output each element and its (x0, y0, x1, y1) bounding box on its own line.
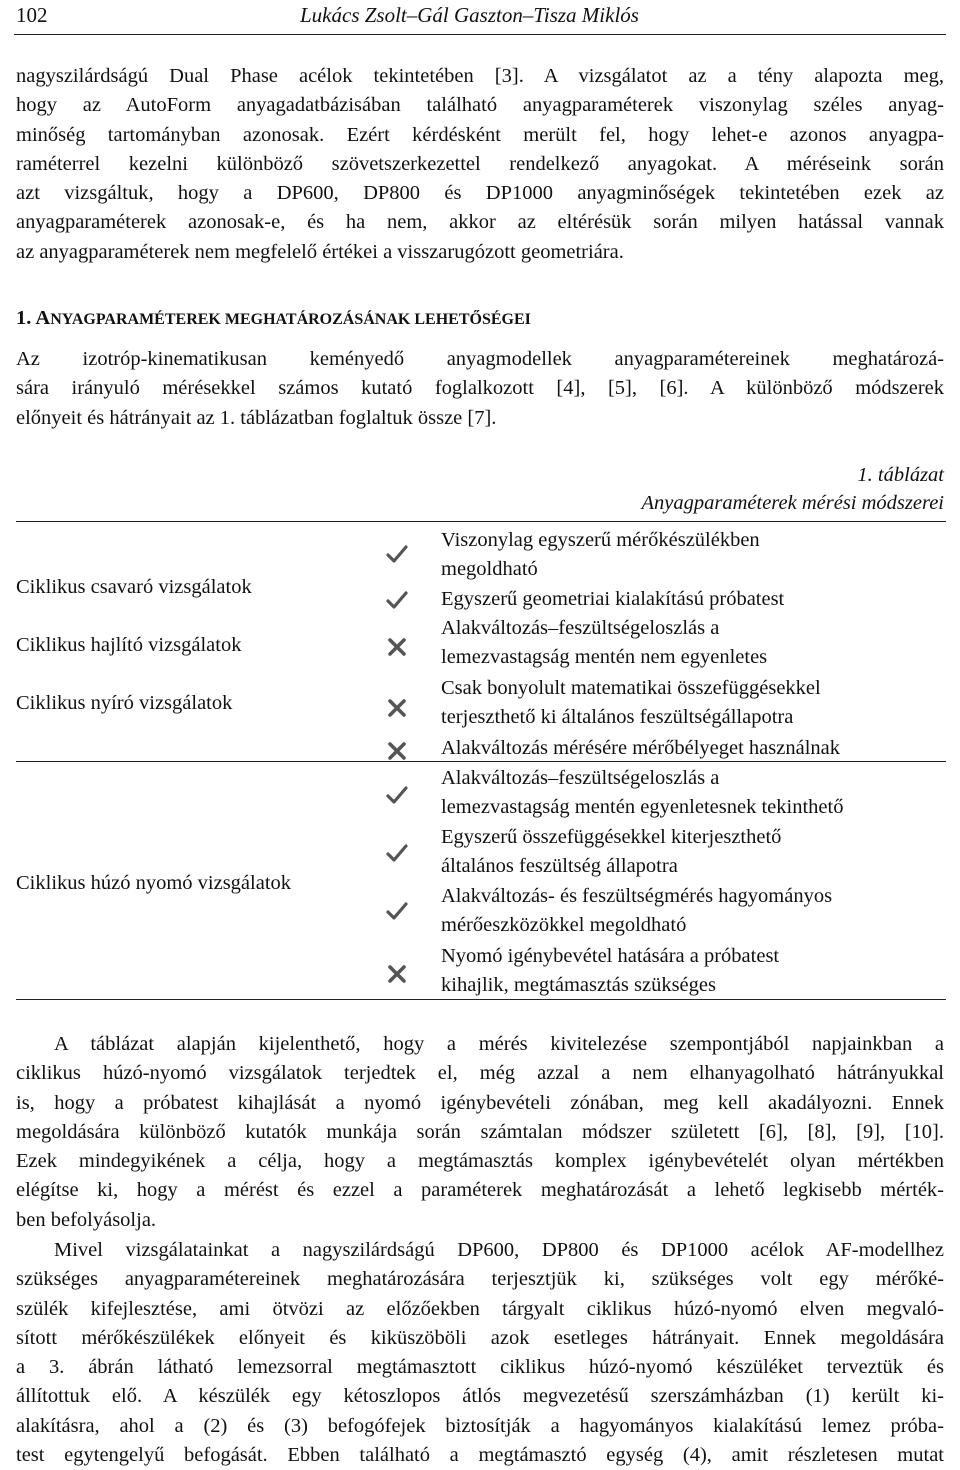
check-icon (386, 543, 408, 565)
device-paragraph (16, 1236, 944, 1470)
text-line: szülék kifejlesztése, ami ötvözi az előzőekben tárgyalt ciklikus húzó-nyomó elven megvaló- (16, 1297, 944, 1320)
table-item (441, 823, 946, 882)
table-item-line: Alakváltozás mérésére mérőbélyeget használnak (441, 737, 840, 759)
running-title: Lukács Zsolt–Gál Gaszton–Tisza Miklós (300, 3, 639, 27)
table-item (441, 674, 946, 733)
check-icon (386, 784, 408, 806)
table-item (441, 614, 946, 673)
table-item-line: megoldható (441, 558, 538, 581)
cross-icon (386, 740, 408, 762)
method-shear: Ciklikus nyíró vizsgálatok (16, 692, 233, 714)
section-number: 1. (16, 307, 32, 329)
text-line: szükséges anyagparamétereinek meghatározására terjesztjük ki, szükséges volt egy mérőké- (16, 1268, 944, 1291)
check-icon (386, 900, 408, 922)
text-line: test egytengelyű befogását. Ebben található a megtámasztó egység (4), amit részletesen mutat (16, 1444, 944, 1467)
cross-icon (386, 963, 408, 985)
page-number: 102 (16, 3, 48, 27)
text-line: elégítse ki, hogy a mérést és ezzel a paraméterek meghatározását a lehető legkisebb mérték- (16, 1179, 944, 1202)
table-item-line: Alakváltozás–feszültségeloszlás a (441, 617, 720, 639)
check-icon (386, 589, 408, 611)
table-item-line: Egyszerű összefüggésekkel kiterjeszthető (441, 826, 782, 848)
check-icon (386, 842, 408, 864)
table-item-line: terjeszthető ki általános feszültségállapotra (441, 706, 794, 729)
table-item (441, 585, 946, 614)
table-item (441, 882, 946, 941)
text-line: is, hogy a próbatest kihajlását a nyomó igénybevételi zónában, meg kell akadályozni. Ennek (16, 1091, 944, 1114)
text-line: az anyagparaméterek nem megfelelő értékei a visszarugózott geometriára. (16, 240, 624, 263)
table-label: 1. táblázat (857, 464, 944, 486)
section-title-rest: NYAGPARAMÉTEREK MEGHATÁROZÁSÁNAK LEHETŐSÉGEI (50, 311, 531, 328)
table-item (441, 526, 946, 585)
text-line: állítottuk elő. A készülék egy kétoszlopos átlós megvezetésű szerszámházban (1) került ki- (16, 1385, 944, 1408)
section-title-initial: A (35, 307, 51, 329)
table-top-rule (16, 521, 946, 522)
method-tension-compression: Ciklikus húzó nyomó vizsgálatok (16, 872, 292, 894)
text-line: sára irányuló mérésekkel számos kutató foglalkozott [4], [5], [6]. A különböző módszerek (16, 377, 944, 400)
text-line: alakításra, ahol a (2) és (3) befogófejek biztosítják a hagyományos kialakítású lemez próba- (16, 1414, 944, 1437)
table-caption: Anyagparaméterek mérési módszerei (641, 492, 944, 514)
section-heading (16, 304, 531, 334)
text-line: raméterrel kezelni különböző szövetszerkezettel rendelkező anyagokat. A méréseink során (16, 152, 944, 175)
text-line: minőség tartományban azonosak. Ezért kérdésként merült fel, hogy lehet-e azonos anyagpa- (16, 123, 944, 146)
table-item-line: általános feszültség állapotra (441, 855, 678, 878)
text-line: hogy az AutoForm anyagadatbázisában található anyagparaméterek viszonylag széles anyag- (16, 94, 944, 117)
text-line: megoldására különböző kutatók munkája során számtalan módszer született [6], [8], [9], [10]. (16, 1120, 944, 1143)
cross-icon (386, 636, 408, 658)
table-item-line: Alakváltozás–feszültségeloszlás a (441, 767, 720, 789)
text-line: anyagparaméterek azonosak-e, és ha nem, akkor az eltérésük során milyen hatással vannak (16, 211, 944, 234)
table-item-line: Viszonylag egyszerű mérőkészülékben (441, 529, 760, 551)
section-paragraph (16, 345, 944, 433)
text-line: ben befolyásolja. (16, 1208, 157, 1231)
text-line: Mivel vizsgálatainkat a nagyszilárdságú DP600, DP800 és DP1000 acélok AF-modellhez (54, 1239, 944, 1261)
table-item-line: lemezvastagság mentén egyenletesnek tekinthető (441, 796, 844, 819)
table-item-line: mérőeszközökkel megoldható (441, 914, 687, 937)
table-item (441, 734, 946, 763)
table-item-line: Nyomó igénybevétel hatására a próbatest (441, 945, 780, 967)
header-divider (14, 34, 946, 35)
text-line: sított mérőkészülékek előnyeit és kiküszöböli azok esetleges hátrányait. Ennek megoldására (16, 1326, 944, 1349)
table-item-line: Alakváltozás- és feszültségmérés hagyományos (441, 885, 833, 907)
text-line: nagyszilárdságú Dual Phase acélok tekintetében [3]. A vizsgálatot az a tény alapozta meg, (16, 65, 944, 87)
method-torsion: Ciklikus csavaró vizsgálatok (16, 576, 252, 598)
table-item (441, 942, 946, 1001)
text-line: ciklikus húzó-nyomó vizsgálatok terjedtek el, még azzal a nem elhanyagolható hátrányukkal (16, 1062, 944, 1085)
text-line: Az izotróp-kinematikusan keményedő anyagmodellek anyagparamétereinek meghatározá- (16, 348, 944, 370)
text-line: előnyeit és hátrányait az 1. táblázatban foglaltuk össze [7]. (16, 406, 497, 429)
discussion-paragraph (16, 1030, 944, 1235)
text-line: Ezek mindegyikének a célja, hogy a megtámasztás komplex igénybevételét olyan mértékben (16, 1150, 944, 1173)
table-item-line: kihajlik, megtámasztás szükséges (441, 974, 716, 997)
text-line: azt vizsgáltuk, hogy a DP600, DP800 és DP1000 anyagminőségek tekintetében ezek az (16, 182, 944, 205)
intro-paragraph (16, 62, 944, 267)
cross-icon (386, 697, 408, 719)
table-item-line: lemezvastagság mentén nem egyenletes (441, 646, 768, 669)
method-bending: Ciklikus hajlító vizsgálatok (16, 634, 242, 656)
table-item-line: Csak bonyolult matematikai összefüggésekkel (441, 677, 821, 699)
text-line: A táblázat alapján kijelenthető, hogy a mérés kivitelezése szempontjából napjainkban a (54, 1033, 944, 1055)
text-line: a 3. ábrán látható lemezsorral megtámasztott ciklikus húzó-nyomó készüléket terveztük és (16, 1356, 944, 1379)
table-item (441, 764, 946, 823)
table-item-line: Egyszerű geometriai kialakítású próbatest (441, 588, 785, 610)
